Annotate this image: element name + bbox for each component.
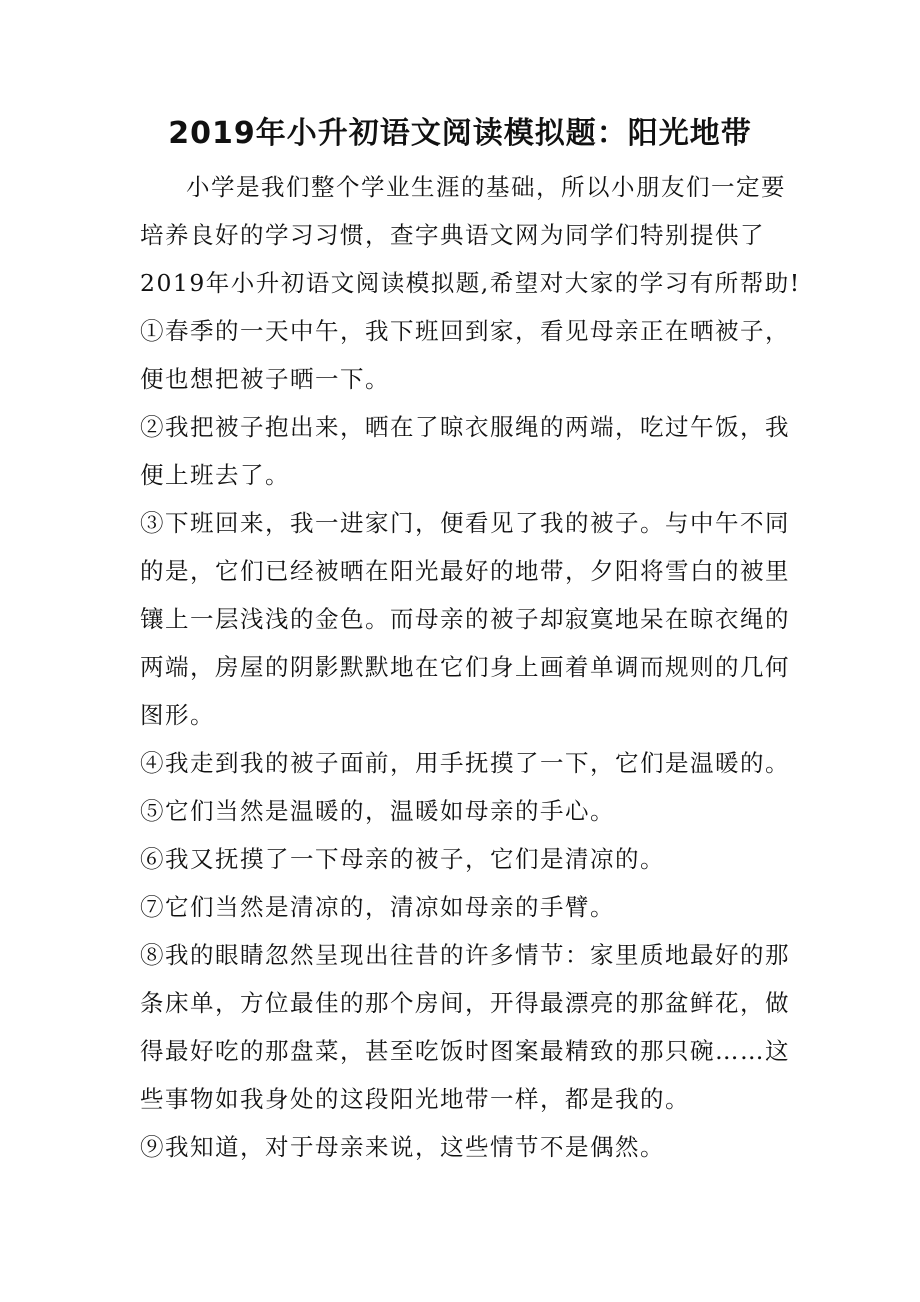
paragraph-3-line-3: 镶上一层浅浅的金色。而母亲的被子却寂寞地呆在晾衣绳的: [140, 605, 790, 633]
paragraph-8-line-4: 些事物如我身处的这段阳光地带一样，都是我的。: [140, 1085, 690, 1113]
paragraph-2-line-2: 便上班去了。: [140, 461, 290, 489]
paragraph-3-line-1: ③下班回来，我一进家门，便看见了我的被子。与中午不同: [140, 509, 790, 537]
paragraph-3-line-5: 图形。: [140, 701, 215, 729]
paragraph-9: ⑨我知道，对于母亲来说，这些情节不是偶然。: [140, 1133, 665, 1161]
intro-line-3: 2019年小升初语文阅读模拟题,希望对大家的学习有所帮助!: [140, 269, 801, 297]
paragraph-1-line-2: 便也想把被子晒一下。: [140, 365, 390, 393]
paragraph-1-line-1: ①春季的一天中午，我下班回到家，看见母亲正在晒被子，: [140, 317, 790, 345]
paragraph-2-line-1: ②我把被子抱出来，晒在了晾衣服绳的两端，吃过午饭，我: [140, 413, 790, 441]
paragraph-6: ⑥我又抚摸了一下母亲的被子，它们是清凉的。: [140, 845, 665, 873]
document-title: 2019年小升初语文阅读模拟题：阳光地带: [168, 116, 752, 151]
paragraph-3-line-4: 两端，房屋的阴影默默地在它们身上画着单调而规则的几何: [140, 653, 790, 681]
paragraph-8-line-3: 得最好吃的那盘菜，甚至吃饭时图案最精致的那只碗……这: [140, 1037, 790, 1065]
paragraph-8-line-2: 条床单，方位最佳的那个房间，开得最漂亮的那盆鲜花，做: [140, 989, 790, 1017]
paragraph-7: ⑦它们当然是清凉的，清凉如母亲的手臂。: [140, 893, 615, 921]
paragraph-4: ④我走到我的被子面前，用手抚摸了一下，它们是温暖的。: [140, 749, 790, 777]
paragraph-5: ⑤它们当然是温暖的，温暖如母亲的手心。: [140, 797, 615, 825]
intro-line-2: 培养良好的学习习惯，查字典语文网为同学们特别提供了: [140, 221, 765, 249]
paragraph-8-line-1: ⑧我的眼睛忽然呈现出往昔的许多情节：家里质地最好的那: [140, 941, 790, 969]
paragraph-3-line-2: 的是，它们已经被晒在阳光最好的地带，夕阳将雪白的被里: [140, 557, 790, 585]
intro-line-1: 小学是我们整个学业生涯的基础，所以小朋友们一定要: [186, 173, 786, 201]
